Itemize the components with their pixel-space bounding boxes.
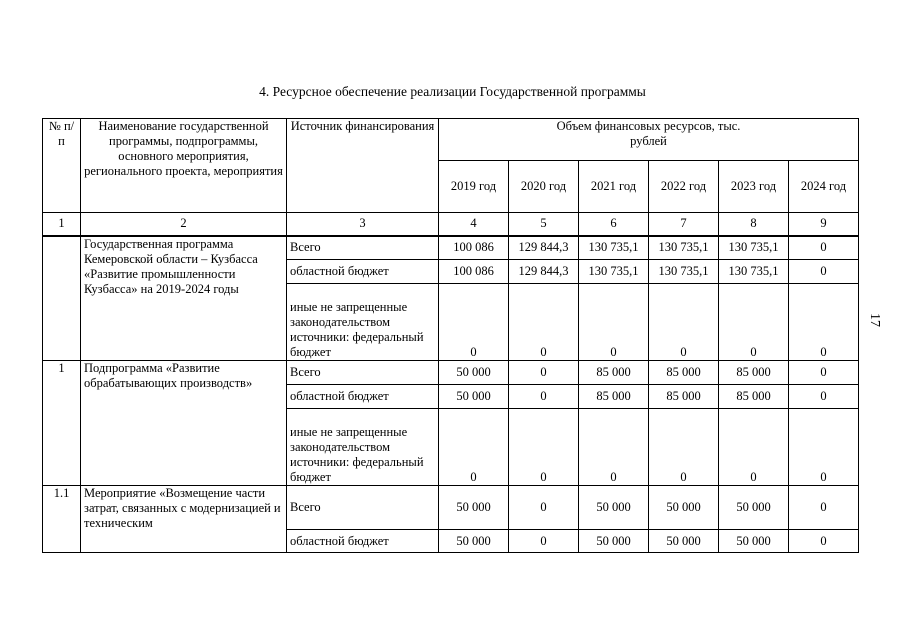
row-value: 50 000 (439, 385, 509, 409)
row-value: 85 000 (579, 361, 649, 385)
row-value: 0 (509, 530, 579, 553)
header-year: 2022 год (649, 161, 719, 213)
column-number: 9 (789, 213, 859, 236)
row-value: 0 (789, 361, 859, 385)
row-source: иные не запрещенные законодательством источники: федеральный бюджет (287, 409, 439, 486)
header-year: 2020 год (509, 161, 579, 213)
table-row (43, 486, 859, 530)
table-row (43, 361, 859, 385)
header-year: 2023 год (719, 161, 789, 213)
row-value: 50 000 (649, 530, 719, 553)
header-year: 2021 год (579, 161, 649, 213)
column-number: 3 (287, 213, 439, 236)
row-value: 50 000 (439, 361, 509, 385)
row-value: 100 086 (439, 236, 509, 260)
row-value: 0 (789, 385, 859, 409)
row-value: 50 000 (579, 486, 649, 530)
row-value: 50 000 (439, 530, 509, 553)
row-name: Мероприятие «Возмещение части затрат, связанных с модернизацией и техническим (81, 486, 287, 553)
row-value: 130 735,1 (649, 236, 719, 260)
row-value: 0 (579, 409, 649, 486)
header-volume: Объем финансовых ресурсов, тыс. рублей (439, 119, 859, 161)
row-source: иные не запрещенные законодательством источники: федеральный бюджет (287, 284, 439, 361)
row-value: 0 (509, 361, 579, 385)
row-value: 85 000 (649, 385, 719, 409)
row-source: областной бюджет (287, 530, 439, 553)
row-num: 1 (43, 361, 81, 486)
row-value: 0 (649, 409, 719, 486)
row-value: 130 735,1 (719, 260, 789, 284)
row-value: 0 (649, 284, 719, 361)
row-value: 0 (509, 409, 579, 486)
row-value: 0 (789, 409, 859, 486)
row-value: 0 (789, 260, 859, 284)
column-number: 8 (719, 213, 789, 236)
column-number: 5 (509, 213, 579, 236)
row-source: Всего (287, 486, 439, 530)
row-value: 0 (719, 284, 789, 361)
row-value: 50 000 (719, 486, 789, 530)
column-number-row (43, 213, 859, 236)
row-source: областной бюджет (287, 385, 439, 409)
row-value: 0 (439, 284, 509, 361)
row-value: 130 735,1 (579, 236, 649, 260)
row-value: 0 (719, 409, 789, 486)
row-value: 129 844,3 (509, 260, 579, 284)
row-value: 85 000 (719, 385, 789, 409)
column-number: 4 (439, 213, 509, 236)
row-value: 130 735,1 (579, 260, 649, 284)
row-source: Всего (287, 236, 439, 260)
column-number: 7 (649, 213, 719, 236)
row-value: 130 735,1 (649, 260, 719, 284)
column-number: 6 (579, 213, 649, 236)
row-value: 0 (789, 530, 859, 553)
row-value: 0 (439, 409, 509, 486)
row-value: 85 000 (719, 361, 789, 385)
row-value: 0 (509, 486, 579, 530)
table-title: 4. Ресурсное обеспечение реализации Государственной программы (259, 84, 646, 99)
column-number: 1 (43, 213, 81, 236)
header-name: Наименование государственной программы, подпрограммы, основного мероприятия, регионального проекта, мероприятия (81, 119, 287, 213)
row-value: 50 000 (719, 530, 789, 553)
header-year: 2019 год (439, 161, 509, 213)
row-name: Подпрограмма «Развитие обрабатывающих производств» (81, 361, 287, 486)
row-value: 0 (509, 385, 579, 409)
table-row (43, 236, 859, 260)
row-value: 0 (789, 486, 859, 530)
row-value: 85 000 (649, 361, 719, 385)
column-number: 2 (81, 213, 287, 236)
row-value: 129 844,3 (509, 236, 579, 260)
row-name: Государственная программа Кемеровской области – Кузбасса «Развитие промышленности Кузбасса» на 2019-2024 годы (81, 236, 287, 361)
row-source: Всего (287, 361, 439, 385)
header-source: Источник финансирования (287, 119, 439, 213)
row-source: областной бюджет (287, 260, 439, 284)
row-value: 0 (789, 284, 859, 361)
row-value: 130 735,1 (719, 236, 789, 260)
row-value: 85 000 (579, 385, 649, 409)
row-value: 0 (789, 236, 859, 260)
row-value: 0 (579, 284, 649, 361)
row-value: 50 000 (579, 530, 649, 553)
financing-table (42, 118, 859, 553)
header-year: 2024 год (789, 161, 859, 213)
row-num: 1.1 (43, 486, 81, 553)
row-value: 50 000 (649, 486, 719, 530)
row-value: 50 000 (439, 486, 509, 530)
row-num (43, 236, 81, 361)
header-num: № п/п (43, 119, 81, 213)
row-value: 100 086 (439, 260, 509, 284)
row-value: 0 (509, 284, 579, 361)
page-number: 17 (867, 313, 882, 327)
